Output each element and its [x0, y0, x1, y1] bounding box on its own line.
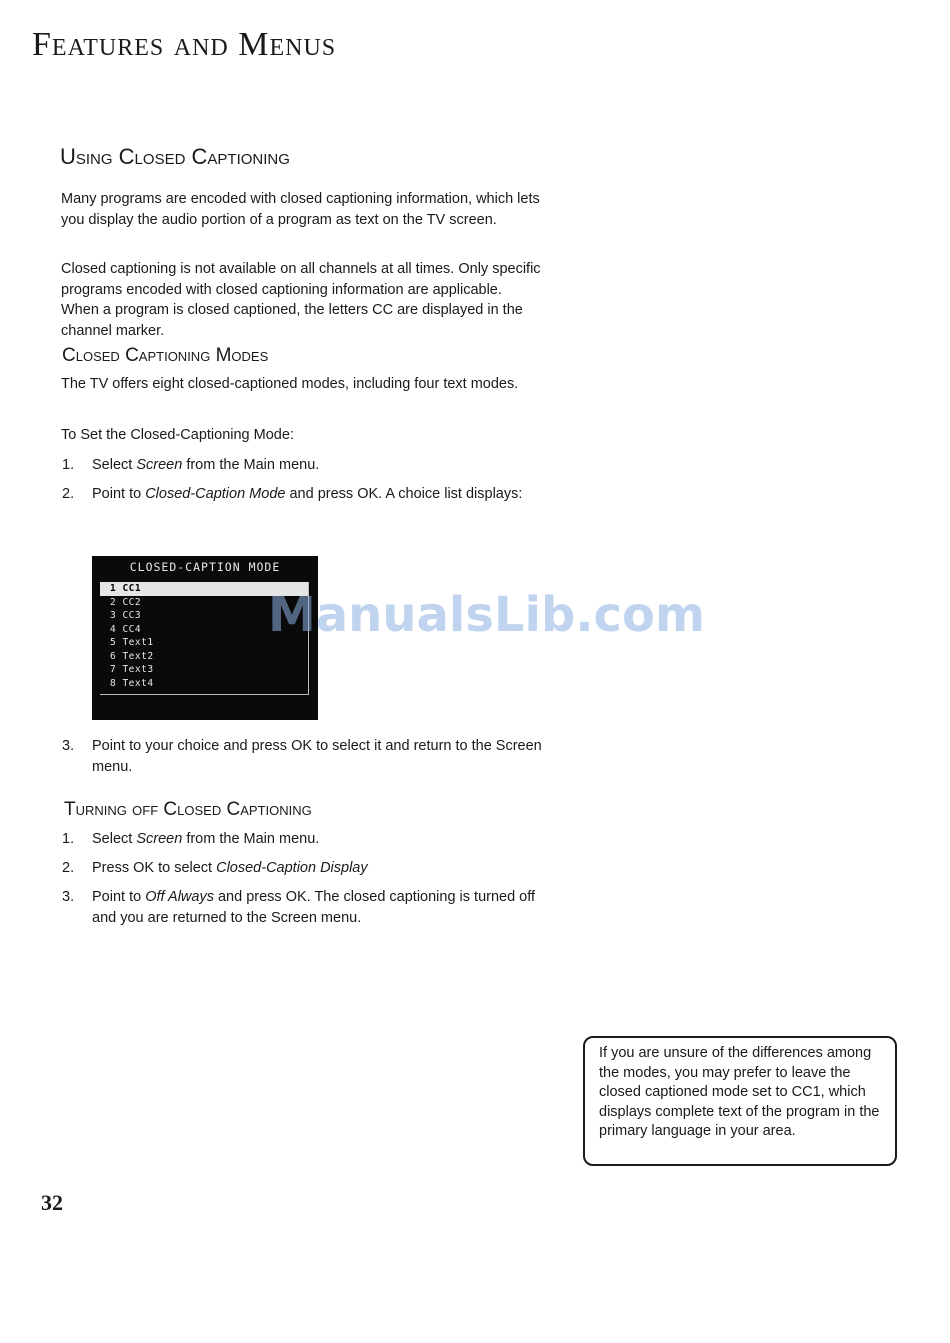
tip-note-box: If you are unsure of the differences among the modes, you may prefer to leave the closed captioned mode set to CC1, which displays complete text of the program in the primary language in your area.	[583, 1036, 897, 1166]
osd-item-text1[interactable]: 5 Text1	[110, 637, 154, 648]
section-heading: Using Closed Captioning	[60, 144, 290, 169]
page-title: Features and Menus	[32, 26, 337, 63]
intro-paragraph: Many programs are encoded with closed captioning information, which lets you display the audio portion of a program as text on the TV screen.	[61, 191, 540, 228]
step-text: Press OK to select Closed-Caption Display	[92, 860, 368, 876]
modes-instruction: To Set the Closed-Captioning Mode:	[61, 427, 294, 443]
turning-off-step-3	[62, 887, 552, 928]
modes-heading: Closed Captioning Modes	[62, 345, 269, 366]
step-number: 1.	[62, 831, 75, 847]
step-text: Point to Off Always and press OK. The closed captioning is turned off and you are returned to the Screen menu.	[92, 889, 536, 926]
osd-item-cc2[interactable]: 2 CC2	[110, 596, 142, 608]
modes-step-1	[62, 455, 552, 476]
turning-off-step-2	[62, 858, 552, 879]
step-number: 1.	[62, 457, 75, 473]
step-number: 3.	[62, 738, 75, 754]
osd-menu-title: CLOSED-CAPTION MODE	[129, 560, 281, 574]
step-text: Select Screen from the Main menu.	[92, 831, 320, 847]
closed-caption-mode-menu	[92, 556, 318, 720]
page-number: 32	[41, 1190, 63, 1215]
step-number: 3.	[62, 889, 75, 905]
osd-item-text4[interactable]: 8 Text4	[110, 677, 154, 689]
availability-paragraph: Closed captioning is not available on all channels at all times. Only specific programs encoded with closed captioning information are applicable. When a program is closed captioned, the letters CC are displayed in the channel marker.	[61, 261, 541, 339]
step-text: Point to your choice and press OK to select it and return to the Screen menu.	[92, 738, 542, 775]
osd-item-text2[interactable]: 6 Text2	[110, 650, 154, 662]
modes-step-2	[62, 484, 552, 505]
turning-off-heading: Turning off Closed Captioning	[64, 799, 312, 820]
modes-paragraph: The TV offers eight closed-captioned modes, including four text modes.	[61, 376, 519, 392]
modes-step-3	[62, 736, 552, 777]
step-number: 2.	[62, 860, 75, 876]
turning-off-step-1	[62, 829, 552, 850]
osd-choice-list	[100, 582, 309, 695]
osd-item-cc1[interactable]: 1 CC1	[100, 582, 308, 596]
osd-item-cc4[interactable]: 4 CC4	[110, 623, 142, 635]
watermark: ManualsLib.com	[268, 587, 705, 643]
step-text: Point to Closed-Caption Mode and press OK. A choice list displays:	[92, 486, 523, 502]
step-number: 2.	[62, 486, 75, 502]
osd-item-cc3[interactable]: 3 CC3	[110, 610, 142, 621]
osd-item-text3[interactable]: 7 Text3	[110, 664, 154, 675]
step-text: Select Screen from the Main menu.	[92, 457, 320, 473]
